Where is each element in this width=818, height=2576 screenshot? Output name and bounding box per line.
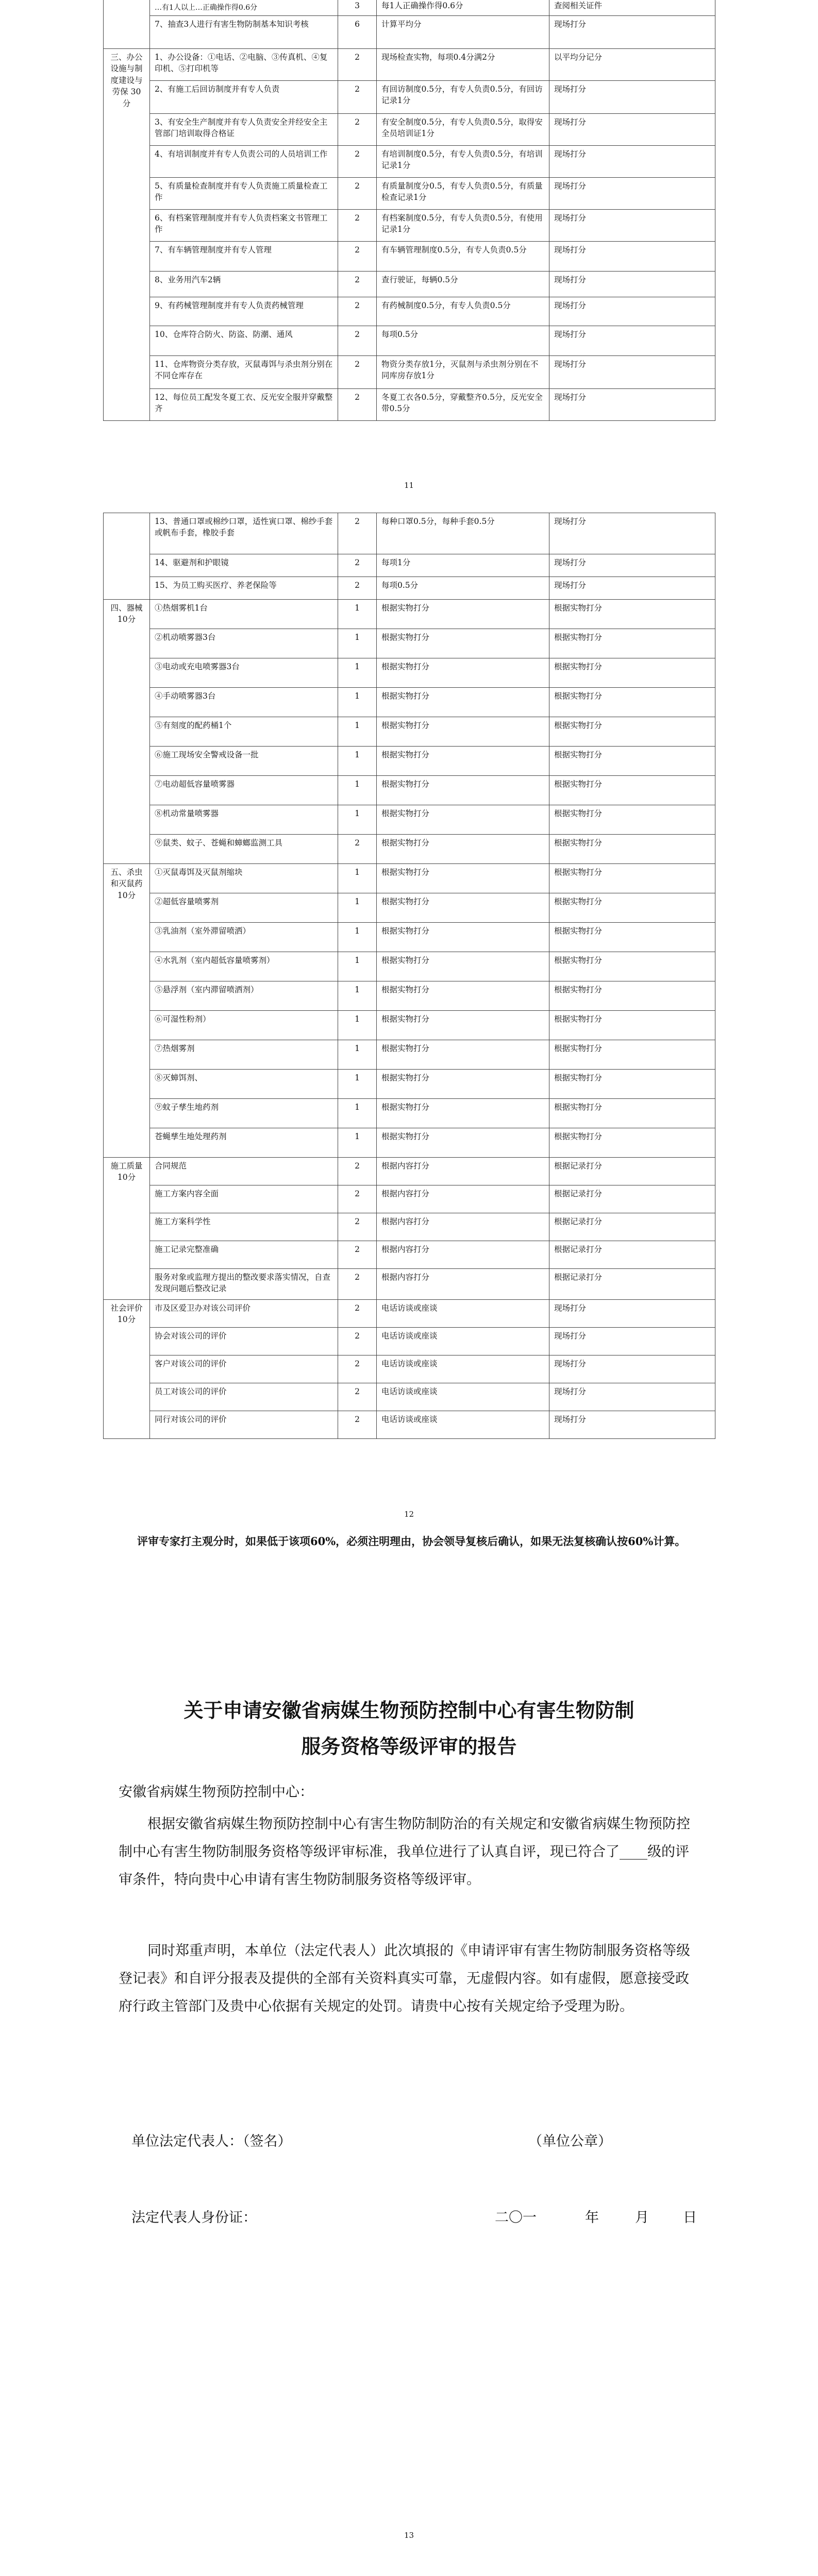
category-cell: 社会评价 10分 bbox=[104, 1300, 150, 1439]
item-text: 10、仓库符合防火、防盗、防潮、通风 bbox=[150, 326, 338, 356]
category-cell: 施工质量 10分 bbox=[104, 1158, 150, 1300]
item-rule: 根据实物打分 bbox=[377, 1128, 549, 1158]
id-card-label: 法定代表人身份证： bbox=[131, 2210, 257, 2226]
item-rule: 冬夏工衣各0.5分，穿戴整齐0.5分，反光安全带0.5分 bbox=[377, 389, 549, 421]
item-method: 根据记录打分 bbox=[549, 1241, 715, 1269]
item-rule: 现场检查实物，每项0.4分满2分 bbox=[377, 49, 549, 81]
item-rule: 电话访谈或座谈 bbox=[377, 1300, 549, 1328]
item-score: 6 bbox=[338, 16, 377, 49]
item-rule: 根据实物打分 bbox=[377, 629, 549, 658]
item-rule: 根据实物打分 bbox=[377, 747, 549, 776]
item-rule: 根据实物打分 bbox=[377, 658, 549, 688]
item-score: 2 bbox=[338, 178, 377, 210]
item-score: 1 bbox=[338, 688, 377, 717]
item-text: 合同规范 bbox=[150, 1158, 338, 1185]
table-row bbox=[104, 554, 715, 577]
title-line: 服务资格等级评审的报告 bbox=[301, 1735, 517, 1758]
item-method: 根据实物打分 bbox=[549, 923, 715, 952]
item-rule: 电话访谈或座谈 bbox=[377, 1411, 549, 1439]
item-score: 1 bbox=[338, 1070, 377, 1099]
item-method: 根据实物打分 bbox=[549, 629, 715, 658]
item-rule: 根据内容打分 bbox=[377, 1158, 549, 1185]
item-rule: 查行驶证，每辆0.5分 bbox=[377, 272, 549, 297]
table-row bbox=[104, 981, 715, 1011]
item-method: 现场打分 bbox=[549, 114, 715, 146]
category-cell bbox=[104, 513, 150, 600]
table-row bbox=[104, 835, 715, 864]
item-rule: 根据实物打分 bbox=[377, 717, 549, 747]
item-method: 根据实物打分 bbox=[549, 1011, 715, 1040]
item-method: 查阅相关证件 bbox=[549, 0, 715, 16]
item-rule: 计算平均分 bbox=[377, 16, 549, 49]
item-rule: 根据实物打分 bbox=[377, 805, 549, 835]
item-method: 现场打分 bbox=[549, 554, 715, 577]
item-text: ⑨蚊子孳生地药剂 bbox=[150, 1099, 338, 1128]
date-year: 二〇一 bbox=[495, 2210, 537, 2226]
item-score: 2 bbox=[338, 1185, 377, 1213]
item-text: ⑧灭蟑饵剂、 bbox=[150, 1070, 338, 1099]
item-text: 5、有质量检查制度并有专人负责施工质量检查工作 bbox=[150, 178, 338, 210]
item-text: ⑧机动常量喷雾器 bbox=[150, 805, 338, 835]
item-score: 1 bbox=[338, 923, 377, 952]
table-row bbox=[104, 805, 715, 835]
item-text: 8、业务用汽车2辆 bbox=[150, 272, 338, 297]
item-text: 15、为员工购买医疗、养老保险等 bbox=[150, 577, 338, 600]
item-score: 1 bbox=[338, 629, 377, 658]
item-rule: 每种口罩0.5分，每种手套0.5分 bbox=[377, 513, 549, 554]
item-score: 2 bbox=[338, 1300, 377, 1328]
item-rule: 每1人正确操作得0.6分 bbox=[377, 0, 549, 16]
item-text: ⑨鼠类、蚊子、苍蝇和蟑螂监测工具 bbox=[150, 835, 338, 864]
item-method: 现场打分 bbox=[549, 1355, 715, 1383]
item-rule: 根据实物打分 bbox=[377, 1040, 549, 1070]
item-text: ②机动喷雾器3台 bbox=[150, 629, 338, 658]
category-cell: 五、杀虫和灭鼠药 10分 bbox=[104, 864, 150, 1158]
item-text: 施工方案内容全面 bbox=[150, 1185, 338, 1213]
item-method: 根据实物打分 bbox=[549, 1099, 715, 1128]
table-row bbox=[104, 1328, 715, 1355]
item-method: 现场打分 bbox=[549, 178, 715, 210]
table-row bbox=[104, 688, 715, 717]
item-rule: 每项0.5分 bbox=[377, 326, 549, 356]
item-rule: 根据实物打分 bbox=[377, 864, 549, 893]
item-text: ⑦电动超低容量喷雾器 bbox=[150, 776, 338, 805]
item-rule: 根据实物打分 bbox=[377, 1011, 549, 1040]
table-row bbox=[104, 1411, 715, 1439]
scoring-table-page12 bbox=[103, 513, 715, 1439]
item-score: 2 bbox=[338, 1328, 377, 1355]
item-rule: 根据内容打分 bbox=[377, 1213, 549, 1241]
item-method: 根据实物打分 bbox=[549, 952, 715, 981]
item-rule: 根据实物打分 bbox=[377, 952, 549, 981]
item-rule: 根据实物打分 bbox=[377, 600, 549, 629]
item-score: 1 bbox=[338, 952, 377, 981]
table-row bbox=[104, 1099, 715, 1128]
item-rule: 有药械制度0.5分，有专人负责0.5分 bbox=[377, 297, 549, 326]
item-text: ⑥施工现场安全警戒设备一批 bbox=[150, 747, 338, 776]
item-score: 2 bbox=[338, 1158, 377, 1185]
table-row bbox=[104, 923, 715, 952]
item-rule: 根据实物打分 bbox=[377, 923, 549, 952]
item-method: 现场打分 bbox=[549, 1300, 715, 1328]
item-score: 2 bbox=[338, 356, 377, 389]
item-score: 1 bbox=[338, 1099, 377, 1128]
table-row bbox=[104, 1241, 715, 1269]
table-row bbox=[104, 600, 715, 629]
item-text: 员工对该公司的评价 bbox=[150, 1383, 338, 1411]
item-method: 现场打分 bbox=[549, 81, 715, 114]
item-rule: 每项1分 bbox=[377, 554, 549, 577]
item-score: 2 bbox=[338, 297, 377, 326]
item-method: 现场打分 bbox=[549, 210, 715, 242]
table-row bbox=[104, 1128, 715, 1158]
item-score: 2 bbox=[338, 577, 377, 600]
item-text: 3、有安全生产制度并有专人负责安全并经安全主管部门培训取得合格证 bbox=[150, 114, 338, 146]
item-method: 根据实物打分 bbox=[549, 688, 715, 717]
item-method: 现场打分 bbox=[549, 272, 715, 297]
signature-label: 单位法定代表人：（签名） bbox=[131, 2133, 292, 2149]
item-method: 根据记录打分 bbox=[549, 1269, 715, 1300]
item-rule: 有安全制度0.5分，有专人负责0.5分，取得安全员培训证1分 bbox=[377, 114, 549, 146]
item-score: 1 bbox=[338, 600, 377, 629]
page-number: 11 bbox=[404, 481, 414, 490]
table-row bbox=[104, 1269, 715, 1300]
item-text: ⑥可湿性粉剂） bbox=[150, 1011, 338, 1040]
item-method: 根据实物打分 bbox=[549, 835, 715, 864]
item-text: ②超低容量喷雾剂 bbox=[150, 893, 338, 923]
item-method: 根据实物打分 bbox=[549, 981, 715, 1011]
item-method: 根据实物打分 bbox=[549, 776, 715, 805]
item-rule: 根据内容打分 bbox=[377, 1185, 549, 1213]
item-rule: 有质量制度分0.5，有专人负责0.5分，有质量检查记录1分 bbox=[377, 178, 549, 210]
category-cell: 四、器械 10分 bbox=[104, 600, 150, 864]
item-score: 2 bbox=[338, 513, 377, 554]
item-text: ①热烟雾机1台 bbox=[150, 600, 338, 629]
item-text: ⑤悬浮剂（室内滞留喷洒剂） bbox=[150, 981, 338, 1011]
item-text: ①灭鼠毒饵及灭鼠剂缩块 bbox=[150, 864, 338, 893]
item-text: ④水乳剂（室内超低容量喷雾剂） bbox=[150, 952, 338, 981]
item-method: 现场打分 bbox=[549, 1411, 715, 1439]
item-rule: 电话访谈或座谈 bbox=[377, 1355, 549, 1383]
table-row bbox=[104, 1158, 715, 1185]
table-row bbox=[104, 297, 715, 326]
item-rule: 根据内容打分 bbox=[377, 1241, 549, 1269]
item-method: 现场打分 bbox=[549, 389, 715, 421]
item-score: 2 bbox=[338, 326, 377, 356]
table-row bbox=[104, 1355, 715, 1383]
item-text: 2、有施工后回访制度并有专人负责 bbox=[150, 81, 338, 114]
item-text: ⑤有刻度的配药桶1个 bbox=[150, 717, 338, 747]
table-row bbox=[104, 952, 715, 981]
item-score: 2 bbox=[338, 210, 377, 242]
item-method: 根据记录打分 bbox=[549, 1213, 715, 1241]
item-method: 根据实物打分 bbox=[549, 805, 715, 835]
item-score: 2 bbox=[338, 114, 377, 146]
item-text: 苍蝇孳生地处理药剂 bbox=[150, 1128, 338, 1158]
item-method: 根据记录打分 bbox=[549, 1185, 715, 1213]
table-row bbox=[104, 1070, 715, 1099]
item-rule: 根据实物打分 bbox=[377, 1070, 549, 1099]
table-row bbox=[104, 272, 715, 297]
table-row bbox=[104, 1300, 715, 1328]
item-score: 2 bbox=[338, 146, 377, 178]
item-text: 服务对象或监理方提出的整改要求落实情况，自查发现问题后整改记录 bbox=[150, 1269, 338, 1300]
item-score: 1 bbox=[338, 717, 377, 747]
item-score: 1 bbox=[338, 1128, 377, 1158]
table-row bbox=[104, 629, 715, 658]
item-method: 现场打分 bbox=[549, 1383, 715, 1411]
item-method: 根据实物打分 bbox=[549, 1070, 715, 1099]
item-method: 根据实物打分 bbox=[549, 717, 715, 747]
item-method: 根据实物打分 bbox=[549, 864, 715, 893]
table-row bbox=[104, 776, 715, 805]
item-score: 2 bbox=[338, 1241, 377, 1269]
item-text: ③乳油剂（室外滞留喷洒） bbox=[150, 923, 338, 952]
date-day-label: 日 bbox=[683, 2210, 697, 2226]
table-row bbox=[104, 1011, 715, 1040]
item-method: 根据实物打分 bbox=[549, 747, 715, 776]
item-rule: 有档案制度0.5分，有专人负责0.5分，有使用记录1分 bbox=[377, 210, 549, 242]
table-row bbox=[104, 0, 715, 16]
item-rule: 根据实物打分 bbox=[377, 776, 549, 805]
item-text: 6、有档案管理制度并有专人负责档案文书管理工作 bbox=[150, 210, 338, 242]
date-year-label: 年 bbox=[585, 2210, 599, 2226]
item-text: 7、抽查3人进行有害生物防制基本知识考核 bbox=[150, 16, 338, 49]
table-row bbox=[104, 210, 715, 242]
item-text: 4、有培训制度并有专人负责公司的人员培训工作 bbox=[150, 146, 338, 178]
date-month-label: 月 bbox=[635, 2210, 649, 2226]
item-text: ③电动或充电喷雾器3台 bbox=[150, 658, 338, 688]
report-paragraph: 同时郑重声明，本单位（法定代表人）此次填报的《申请评审有害生物防制服务资格等级登记表》和自评分报表及提供的全部有关资料真实可靠，无虚假内容。如有虚假，愿意接受政府行政主管部门及贵中心依据有关规定的处罚。请贵中心按有关规定给予受理为盼。 bbox=[119, 1943, 690, 2014]
item-method: 根据实物打分 bbox=[549, 600, 715, 629]
item-score: 1 bbox=[338, 776, 377, 805]
table-row bbox=[104, 577, 715, 600]
item-method: 现场打分 bbox=[549, 1328, 715, 1355]
item-method: 现场打分 bbox=[549, 297, 715, 326]
item-text: 协会对该公司的评价 bbox=[150, 1328, 338, 1355]
report-title bbox=[103, 1692, 715, 1765]
table-row bbox=[104, 1185, 715, 1213]
item-score: 2 bbox=[338, 49, 377, 81]
item-method: 现场打分 bbox=[549, 577, 715, 600]
item-rule: 根据实物打分 bbox=[377, 893, 549, 923]
table-row bbox=[104, 658, 715, 688]
item-text: 施工方案科学性 bbox=[150, 1213, 338, 1241]
scoring-table-page11 bbox=[103, 0, 715, 421]
item-text: 9、有药械管理制度并有专人负责药械管理 bbox=[150, 297, 338, 326]
item-text: 11、仓库物资分类存放，灭鼠毒饵与杀虫剂分别在不同仓库存在 bbox=[150, 356, 338, 389]
item-rule: 根据内容打分 bbox=[377, 1269, 549, 1300]
item-method: 根据记录打分 bbox=[549, 1158, 715, 1185]
title-line: 关于申请安徽省病媒生物预防控制中心有害生物防制 bbox=[183, 1699, 635, 1722]
table-row bbox=[104, 513, 715, 554]
item-method: 现场打分 bbox=[549, 242, 715, 272]
table-row bbox=[104, 16, 715, 49]
item-text: 客户对该公司的评价 bbox=[150, 1355, 338, 1383]
table-row bbox=[104, 389, 715, 421]
item-score: 3 bbox=[338, 0, 377, 16]
item-method: 根据实物打分 bbox=[549, 658, 715, 688]
item-rule: 根据实物打分 bbox=[377, 835, 549, 864]
page-number: 12 bbox=[404, 1510, 414, 1519]
table-row bbox=[104, 1040, 715, 1070]
item-rule: 每项0.5分 bbox=[377, 577, 549, 600]
item-score: 2 bbox=[338, 835, 377, 864]
table-row bbox=[104, 146, 715, 178]
salutation: 安徽省病媒生物预防控制中心： bbox=[119, 1784, 313, 1800]
item-rule: 有回访制度0.5分，有专人负责0.5分，有回访记录1分 bbox=[377, 81, 549, 114]
table-row bbox=[104, 242, 715, 272]
item-score: 2 bbox=[338, 81, 377, 114]
item-text: …有1人以上…正确操作得0.6分 bbox=[150, 0, 338, 16]
item-rule: 有车辆管理制度0.5分，有专人负责0.5分 bbox=[377, 242, 549, 272]
table-row bbox=[104, 893, 715, 923]
table-row bbox=[104, 114, 715, 146]
item-score: 2 bbox=[338, 1411, 377, 1439]
table-row bbox=[104, 49, 715, 81]
item-text: 14、驱避剂和护眼镜 bbox=[150, 554, 338, 577]
item-method: 现场打分 bbox=[549, 513, 715, 554]
item-text: ⑦热烟雾剂 bbox=[150, 1040, 338, 1070]
item-score: 1 bbox=[338, 1040, 377, 1070]
item-score: 1 bbox=[338, 747, 377, 776]
item-method: 根据实物打分 bbox=[549, 1128, 715, 1158]
item-score: 1 bbox=[338, 893, 377, 923]
item-score: 2 bbox=[338, 1383, 377, 1411]
item-text: 13、普通口罩或棉纱口罩，适性寅口罩、棉纱手套或帆布手套，橡胶手套 bbox=[150, 513, 338, 554]
item-rule: 电话访谈或座谈 bbox=[377, 1328, 549, 1355]
table-row bbox=[104, 356, 715, 389]
item-rule: 根据实物打分 bbox=[377, 981, 549, 1011]
item-score: 1 bbox=[338, 864, 377, 893]
item-method: 现场打分 bbox=[549, 326, 715, 356]
item-score: 2 bbox=[338, 1355, 377, 1383]
item-score: 1 bbox=[338, 1011, 377, 1040]
item-score: 2 bbox=[338, 242, 377, 272]
item-score: 1 bbox=[338, 805, 377, 835]
item-score: 2 bbox=[338, 554, 377, 577]
item-text: 12、每位员工配发冬夏工衣、反光安全服并穿戴整齐 bbox=[150, 389, 338, 421]
item-text: 同行对该公司的评价 bbox=[150, 1411, 338, 1439]
item-rule: 物资分类存放1分，灭鼠剂与杀虫剂分别在不同库房存放1分 bbox=[377, 356, 549, 389]
item-text: ④手动喷雾器3台 bbox=[150, 688, 338, 717]
item-method: 以平均分记分 bbox=[549, 49, 715, 81]
item-score: 1 bbox=[338, 981, 377, 1011]
item-rule: 电话访谈或座谈 bbox=[377, 1383, 549, 1411]
table-row bbox=[104, 717, 715, 747]
scoring-note: 评审专家打主观分时，如果低于该项60%，必须注明理由，协会领导复核后确认，如果无法复核确认按60%计算。 bbox=[137, 1535, 686, 1548]
item-text: 7、有车辆管理制度并有专人管理 bbox=[150, 242, 338, 272]
item-score: 1 bbox=[338, 658, 377, 688]
page-number: 13 bbox=[404, 2531, 414, 2540]
table-row bbox=[104, 326, 715, 356]
table-row bbox=[104, 81, 715, 114]
item-text: 1、办公设备：①电话、②电脑、③传真机、④复印机、⑤打印机等 bbox=[150, 49, 338, 81]
item-rule: 根据实物打分 bbox=[377, 1099, 549, 1128]
item-method: 现场打分 bbox=[549, 146, 715, 178]
item-method: 根据实物打分 bbox=[549, 1040, 715, 1070]
table-row bbox=[104, 747, 715, 776]
item-method: 现场打分 bbox=[549, 16, 715, 49]
item-text: 施工记录完整准确 bbox=[150, 1241, 338, 1269]
table-row bbox=[104, 864, 715, 893]
item-text: 市及区爱卫办对该公司评价 bbox=[150, 1300, 338, 1328]
table-row bbox=[104, 1383, 715, 1411]
item-score: 2 bbox=[338, 272, 377, 297]
item-score: 2 bbox=[338, 389, 377, 421]
item-method: 现场打分 bbox=[549, 356, 715, 389]
table-row bbox=[104, 1213, 715, 1241]
category-cell: 三、办公设施与制度建设与劳保 30分 bbox=[104, 49, 150, 421]
report-paragraph: 根据安徽省病媒生物预防控制中心有害生物防制防治的有关规定和安徽省病媒生物预防控制中心有害生物防制服务资格等级评审标准，我单位进行了认真自评，现已符合了____级的评审条件，特向贵中心申请有害生物防制服务资格等级评审。 bbox=[119, 1816, 690, 1888]
item-rule: 有培训制度0.5分，有专人负责0.5分，有培训记录1分 bbox=[377, 146, 549, 178]
table-row bbox=[104, 178, 715, 210]
item-method: 根据实物打分 bbox=[549, 893, 715, 923]
seal-label: （单位公章） bbox=[528, 2133, 612, 2149]
item-score: 2 bbox=[338, 1269, 377, 1300]
item-rule: 根据实物打分 bbox=[377, 688, 549, 717]
item-score: 2 bbox=[338, 1213, 377, 1241]
